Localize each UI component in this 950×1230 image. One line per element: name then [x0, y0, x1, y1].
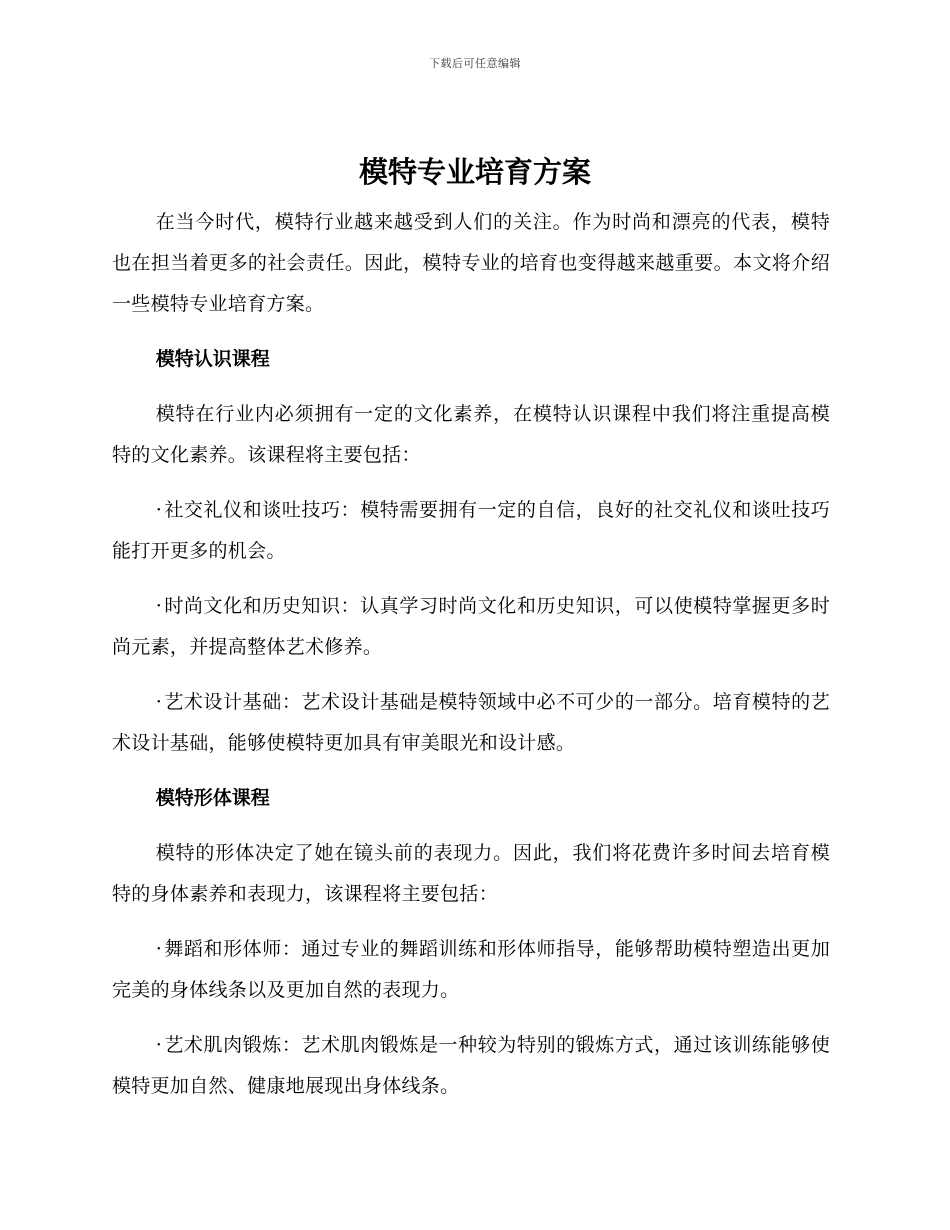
section-intro-physique: 模特的形体决定了她在镜头前的表现力。因此，我们将花费许多时间去培育模特的身体素养和表现力，该课程将主要包括：	[112, 842, 830, 905]
section-heading-awareness: 模特认识课程	[155, 348, 270, 370]
document-body	[112, 202, 830, 1121]
bullet-text: 时尚文化和历史知识：认真学习时尚文化和历史知识，可以使模特掌握更多时尚元素，并提高整体艺术修养。	[112, 595, 830, 658]
bullet-item	[112, 1025, 830, 1107]
bullet-mark: ·	[155, 938, 163, 960]
bullet-text: 舞蹈和形体师：通过专业的舞蹈训练和形体师指导，能够帮助模特塑造出更加完美的身体线条以及更加自然的表现力。	[112, 938, 830, 1001]
bullet-mark: ·	[155, 691, 163, 713]
bullet-item	[112, 586, 830, 668]
section-heading-physique: 模特形体课程	[155, 787, 270, 809]
bullet-text: 艺术设计基础：艺术设计基础是模特领域中必不可少的一部分。培育模特的艺术设计基础，能够使模特更加具有审美眼光和设计感。	[112, 691, 830, 754]
bullet-mark: ·	[155, 1034, 163, 1056]
header-note: 下载后可任意编辑	[429, 57, 521, 70]
intro-paragraph: 在当今时代，模特行业越来越受到人们的关注。作为时尚和漂亮的代表，模特也在担当着更多的社会责任。因此，模特专业的培育也变得越来越重要。本文将介绍一些模特专业培育方案。	[112, 211, 830, 315]
bullet-item	[112, 682, 830, 764]
bullet-item	[112, 490, 830, 572]
bullet-mark: ·	[155, 595, 163, 617]
section-intro-awareness: 模特在行业内必须拥有一定的文化素养，在模特认识课程中我们将注重提高模特的文化素养。该课程将主要包括：	[112, 403, 830, 466]
bullet-text: 社交礼仪和谈吐技巧：模特需要拥有一定的自信，良好的社交礼仪和谈吐技巧能打开更多的机会。	[112, 499, 830, 562]
bullet-mark: ·	[155, 499, 163, 521]
bullet-item	[112, 929, 830, 1011]
document-title: 模特专业培育方案	[358, 155, 591, 189]
bullet-text: 艺术肌肉锻炼：艺术肌肉锻炼是一种较为特别的锻炼方式，通过该训练能够使模特更加自然、健康地展现出身体线条。	[112, 1034, 830, 1097]
